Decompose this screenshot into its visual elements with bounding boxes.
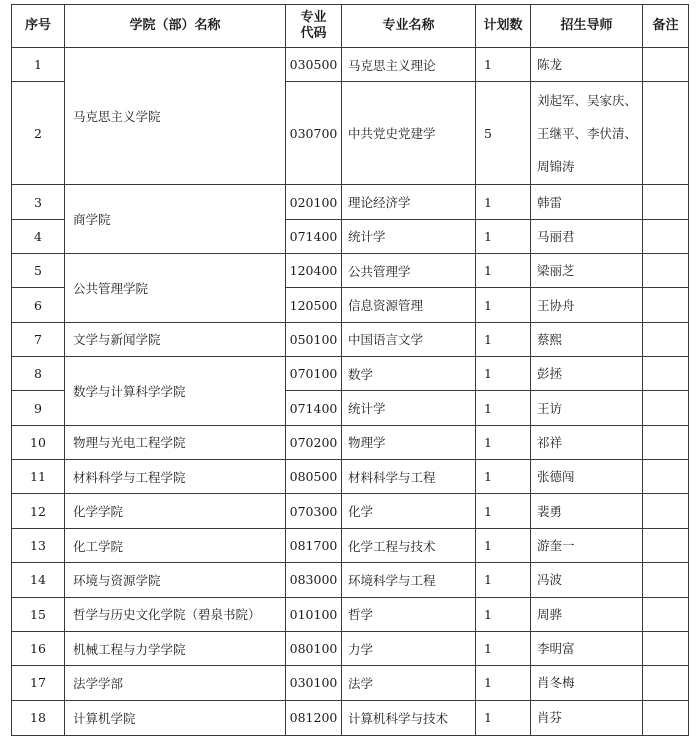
plan-count: 1 bbox=[476, 460, 531, 494]
note-cell bbox=[643, 597, 689, 631]
table-row bbox=[12, 357, 689, 391]
tutor-names: 冯波 bbox=[531, 563, 643, 597]
row-number: 12 bbox=[12, 494, 65, 528]
row-number: 1 bbox=[12, 48, 65, 82]
row-number: 14 bbox=[12, 563, 65, 597]
table-row bbox=[12, 185, 689, 219]
note-cell bbox=[643, 631, 689, 665]
row-number: 16 bbox=[12, 631, 65, 665]
row-number: 17 bbox=[12, 666, 65, 700]
major-code: 070200 bbox=[286, 425, 342, 459]
major-name: 物理学 bbox=[342, 425, 476, 459]
school-name: 数学与计算科学学院 bbox=[65, 357, 286, 426]
school-name: 化学学院 bbox=[65, 494, 286, 528]
note-cell bbox=[643, 254, 689, 288]
school-name: 文学与新闻学院 bbox=[65, 322, 286, 356]
table-row bbox=[12, 631, 689, 665]
note-cell bbox=[643, 700, 689, 735]
major-name: 理论经济学 bbox=[342, 185, 476, 219]
tutor-names: 肖冬梅 bbox=[531, 666, 643, 700]
row-number: 7 bbox=[12, 322, 65, 356]
plan-count: 1 bbox=[476, 48, 531, 82]
header-row bbox=[12, 5, 689, 48]
major-code: 020100 bbox=[286, 185, 342, 219]
tutor-names: 陈龙 bbox=[531, 48, 643, 82]
note-cell bbox=[643, 82, 689, 185]
major-name: 法学 bbox=[342, 666, 476, 700]
plan-count: 1 bbox=[476, 700, 531, 735]
major-name: 统计学 bbox=[342, 219, 476, 253]
row-number: 5 bbox=[12, 254, 65, 288]
major-code: 010100 bbox=[286, 597, 342, 631]
plan-count: 1 bbox=[476, 254, 531, 288]
table-row bbox=[12, 597, 689, 631]
school-name: 化工学院 bbox=[65, 528, 286, 562]
major-name: 统计学 bbox=[342, 391, 476, 425]
major-name: 化学工程与技术 bbox=[342, 528, 476, 562]
tutor-names: 彭拯 bbox=[531, 357, 643, 391]
major-code: 030100 bbox=[286, 666, 342, 700]
row-number: 3 bbox=[12, 185, 65, 219]
header-tutor: 招生导师 bbox=[531, 5, 643, 48]
tutor-names: 周骅 bbox=[531, 597, 643, 631]
major-code: 070300 bbox=[286, 494, 342, 528]
note-cell bbox=[643, 288, 689, 322]
tutor-names: 马丽君 bbox=[531, 219, 643, 253]
header-school: 学院（部）名称 bbox=[65, 5, 286, 48]
header-code: 专业 代码 bbox=[286, 5, 342, 48]
table-row bbox=[12, 700, 689, 735]
school-name: 计算机学院 bbox=[65, 700, 286, 735]
plan-count: 1 bbox=[476, 288, 531, 322]
major-code: 030700 bbox=[286, 82, 342, 185]
major-code: 071400 bbox=[286, 219, 342, 253]
major-name: 环境科学与工程 bbox=[342, 563, 476, 597]
major-code: 083000 bbox=[286, 563, 342, 597]
tutor-names: 游奎一 bbox=[531, 528, 643, 562]
note-cell bbox=[643, 185, 689, 219]
header-note: 备注 bbox=[643, 5, 689, 48]
table-row bbox=[12, 494, 689, 528]
major-code: 081200 bbox=[286, 700, 342, 735]
table-row bbox=[12, 254, 689, 288]
tutor-names: 梁丽芝 bbox=[531, 254, 643, 288]
major-code: 081700 bbox=[286, 528, 342, 562]
header-no: 序号 bbox=[12, 5, 65, 48]
tutor-names: 肖芬 bbox=[531, 700, 643, 735]
header-plan: 计划数 bbox=[476, 5, 531, 48]
note-cell bbox=[643, 528, 689, 562]
plan-count: 1 bbox=[476, 666, 531, 700]
note-cell bbox=[643, 48, 689, 82]
tutor-names: 祁祥 bbox=[531, 425, 643, 459]
plan-count: 1 bbox=[476, 219, 531, 253]
tutor-names: 王访 bbox=[531, 391, 643, 425]
major-name: 材料科学与工程 bbox=[342, 460, 476, 494]
plan-count: 1 bbox=[476, 357, 531, 391]
major-code: 071400 bbox=[286, 391, 342, 425]
major-name: 哲学 bbox=[342, 597, 476, 631]
tutor-names: 裴勇 bbox=[531, 494, 643, 528]
tutor-names: 张德闯 bbox=[531, 460, 643, 494]
table-row bbox=[12, 563, 689, 597]
plan-count: 1 bbox=[476, 425, 531, 459]
note-cell bbox=[643, 219, 689, 253]
plan-count: 1 bbox=[476, 528, 531, 562]
major-name: 中国语言文学 bbox=[342, 322, 476, 356]
enrollment-table bbox=[11, 4, 689, 736]
major-code: 080500 bbox=[286, 460, 342, 494]
plan-count: 1 bbox=[476, 322, 531, 356]
plan-count: 1 bbox=[476, 391, 531, 425]
plan-count: 5 bbox=[476, 82, 531, 185]
table-row bbox=[12, 460, 689, 494]
major-code: 070100 bbox=[286, 357, 342, 391]
major-name: 数学 bbox=[342, 357, 476, 391]
note-cell bbox=[643, 460, 689, 494]
row-number: 2 bbox=[12, 82, 65, 185]
note-cell bbox=[643, 322, 689, 356]
school-name: 商学院 bbox=[65, 185, 286, 254]
school-name: 公共管理学院 bbox=[65, 254, 286, 323]
table-row bbox=[12, 322, 689, 356]
row-number: 8 bbox=[12, 357, 65, 391]
plan-count: 1 bbox=[476, 631, 531, 665]
school-name: 哲学与历史文化学院（碧泉书院） bbox=[65, 597, 286, 631]
school-name: 环境与资源学院 bbox=[65, 563, 286, 597]
note-cell bbox=[643, 494, 689, 528]
major-name: 化学 bbox=[342, 494, 476, 528]
plan-count: 1 bbox=[476, 563, 531, 597]
major-name: 中共党史党建学 bbox=[342, 82, 476, 185]
major-name: 信息资源管理 bbox=[342, 288, 476, 322]
major-name: 公共管理学 bbox=[342, 254, 476, 288]
note-cell bbox=[643, 391, 689, 425]
school-name: 机械工程与力学学院 bbox=[65, 631, 286, 665]
row-number: 9 bbox=[12, 391, 65, 425]
major-code: 050100 bbox=[286, 322, 342, 356]
row-number: 13 bbox=[12, 528, 65, 562]
note-cell bbox=[643, 357, 689, 391]
school-name: 物理与光电工程学院 bbox=[65, 425, 286, 459]
major-name: 马克思主义理论 bbox=[342, 48, 476, 82]
note-cell bbox=[643, 666, 689, 700]
row-number: 6 bbox=[12, 288, 65, 322]
school-name: 材料科学与工程学院 bbox=[65, 460, 286, 494]
note-cell bbox=[643, 563, 689, 597]
school-name: 马克思主义学院 bbox=[65, 48, 286, 185]
tutor-names: 蔡熙 bbox=[531, 322, 643, 356]
major-code: 030500 bbox=[286, 48, 342, 82]
school-name: 法学学部 bbox=[65, 666, 286, 700]
header-major: 专业名称 bbox=[342, 5, 476, 48]
plan-count: 1 bbox=[476, 185, 531, 219]
major-code: 120500 bbox=[286, 288, 342, 322]
tutor-names: 韩雷 bbox=[531, 185, 643, 219]
major-code: 080100 bbox=[286, 631, 342, 665]
plan-count: 1 bbox=[476, 494, 531, 528]
tutor-names: 李明富 bbox=[531, 631, 643, 665]
major-code: 120400 bbox=[286, 254, 342, 288]
table-row bbox=[12, 425, 689, 459]
row-number: 4 bbox=[12, 219, 65, 253]
tutor-names: 刘起军、吴家庆、王继平、李伏清、周锦涛 bbox=[531, 82, 643, 185]
major-name: 力学 bbox=[342, 631, 476, 665]
note-cell bbox=[643, 425, 689, 459]
tutor-names: 王协舟 bbox=[531, 288, 643, 322]
row-number: 10 bbox=[12, 425, 65, 459]
row-number: 11 bbox=[12, 460, 65, 494]
major-name: 计算机科学与技术 bbox=[342, 700, 476, 735]
table-row bbox=[12, 528, 689, 562]
table-row bbox=[12, 666, 689, 700]
plan-count: 1 bbox=[476, 597, 531, 631]
row-number: 18 bbox=[12, 700, 65, 735]
row-number: 15 bbox=[12, 597, 65, 631]
table-row bbox=[12, 48, 689, 82]
